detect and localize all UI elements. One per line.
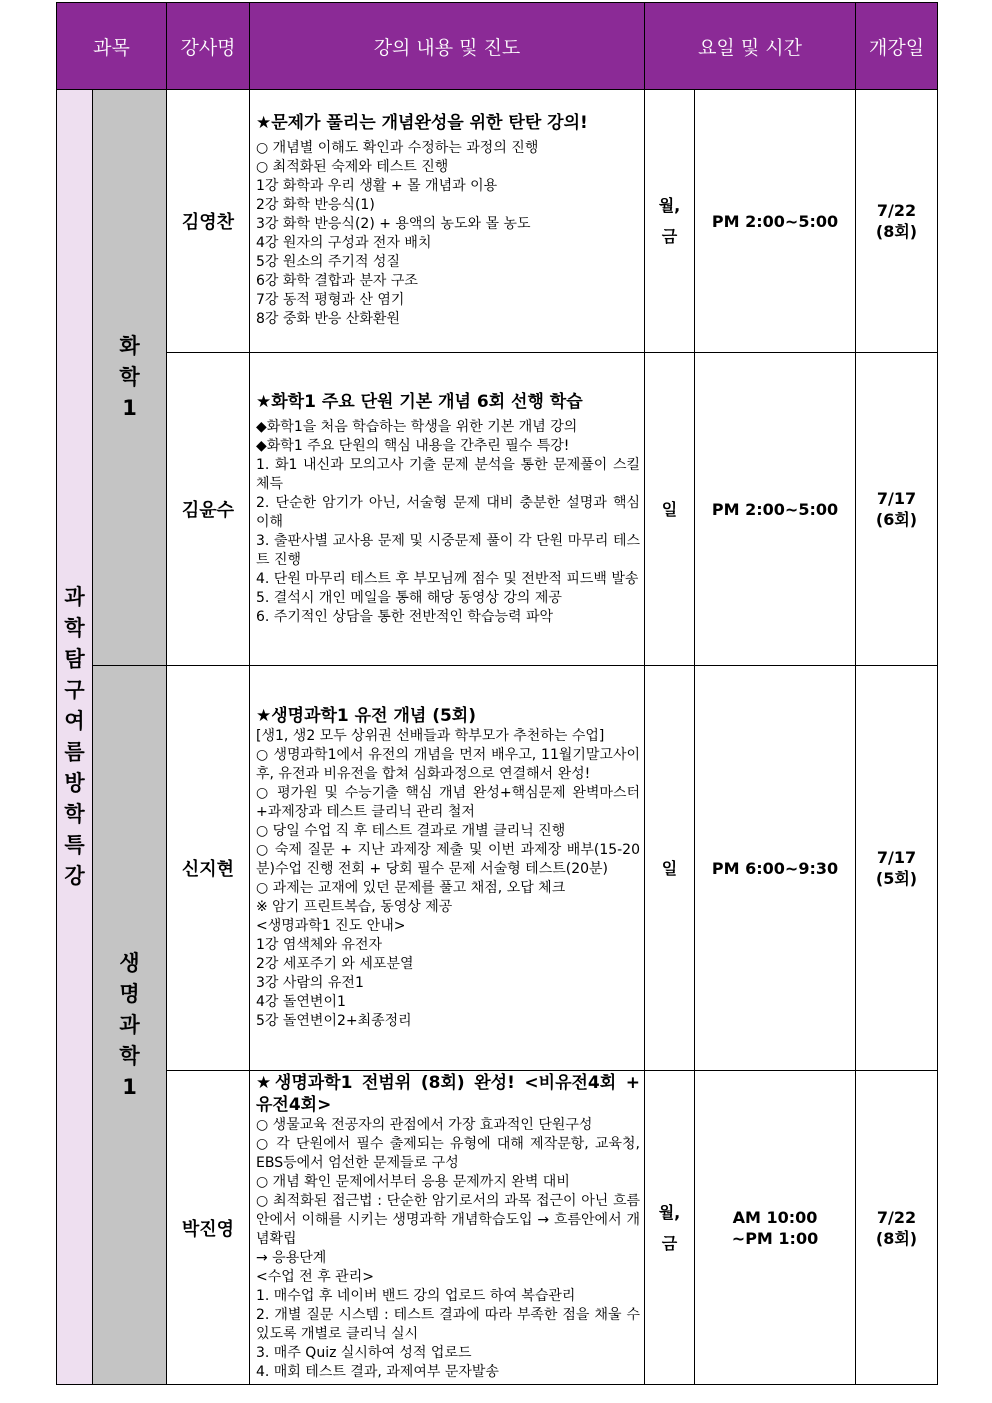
course-line: ○ 생물교육 전공자의 관점에서 가장 효과적인 단원구성	[256, 1117, 593, 1133]
course-time: PM 6:00~9:30	[695, 666, 856, 1071]
header-content: 강의 내용 및 진도	[250, 3, 645, 90]
course-line: 2. 개별 질문 시스템 : 테스트 결과에 따라 부족한 점을 채울 수 있도록 개별로 클리닉 실시	[256, 1307, 640, 1342]
subject-label: 화학1	[119, 334, 140, 420]
header-start-date: 개강일	[856, 3, 938, 90]
course-content	[250, 666, 645, 1071]
course-line: [생1, 생2 모두 상위권 선배들과 학부모가 추천하는 수업]	[256, 727, 605, 744]
header-schedule: 요일 및 시간	[645, 3, 856, 90]
course-title: ★생명과학1 유전 개념 (5회)	[256, 705, 476, 726]
header-teacher: 강사명	[167, 3, 250, 90]
course-line: ○ 평가원 및 수능기출 핵심 개념 완성+핵심문제 완벽마스터+과제장과 테스트 클리닉 관리 철저	[256, 784, 640, 820]
course-day: 일	[645, 666, 695, 1071]
time-start: AM 10:00	[732, 1207, 818, 1227]
table-row	[57, 353, 938, 666]
course-start	[856, 353, 938, 666]
course-line: <수업 전 후 관리>	[256, 1269, 374, 1285]
table-row	[57, 666, 938, 1071]
course-line: 2. 단순한 암기가 아닌, 서술형 문제 대비 충분한 설명과 핵심 이해	[256, 494, 640, 530]
course-time	[695, 1071, 856, 1385]
course-start	[856, 666, 938, 1071]
course-line: 2강 화학 반응식(1)	[256, 197, 375, 213]
course-line: 5. 결석시 개인 메일을 통해 해당 동영상 강의 제공	[256, 589, 562, 606]
course-line: 1. 화1 내신과 모의고사 기출 문제 분석을 통한 문제풀이 스킬체득	[256, 456, 640, 492]
course-line: 4강 돌연변이1	[256, 993, 346, 1010]
start-date: 7/22	[876, 201, 917, 220]
course-start	[856, 1071, 938, 1385]
course-line: ◆화학1을 처음 학습하는 학생을 위한 기본 개념 강의	[256, 418, 578, 435]
day-label: 월,금	[658, 196, 681, 246]
course-line: 1강 염색체와 유전자	[256, 936, 382, 953]
course-line: 3. 매주 Quiz 실시하여 성적 업로드	[256, 1345, 472, 1361]
session-count: (5회)	[875, 869, 918, 888]
course-line: ○ 개념별 이해도 확인과 수정하는 과정의 진행	[256, 140, 539, 156]
course-line: 4강 원자의 구성과 전자 배치	[256, 235, 432, 251]
course-content	[250, 353, 645, 666]
course-line: ○ 각 단원에서 필수 출제되는 유형에 대해 제작문항, 교육청, EBS등에서 엄선한 문제들로 구성	[256, 1136, 640, 1171]
session-count: (8회)	[875, 222, 918, 241]
category-label: 과학탐구 여름방학 특강	[64, 585, 85, 888]
course-line: 5강 돌연변이2+최종정리	[256, 1012, 412, 1029]
course-line: ○ 당일 수업 직 후 테스트 결과로 개별 클리닉 진행	[256, 822, 566, 839]
course-line: ※ 암기 프린트복습, 동영상 제공	[256, 898, 453, 915]
teacher-name: 김영찬	[167, 90, 250, 353]
start-date: 7/17	[876, 489, 917, 508]
teacher-name: 김윤수	[167, 353, 250, 666]
category-cell	[57, 90, 93, 1385]
course-line: ○ 숙제 질문 + 지난 과제장 제출 및 이번 과제장 배부(15-20분)수업 진행 전회 + 당회 필수 문제 서술형 테스트(20분)	[256, 841, 640, 877]
course-line: 2강 세포주기 와 세포분열	[256, 955, 414, 972]
subject-label: 생명과학1	[119, 950, 140, 1099]
course-line: ○ 최적화된 접근법 : 단순한 암기로서의 과목 접근이 아닌 흐름 안에서 이해를 시키는 생명과학 개념학습도입 → 흐름안에서 개념확립	[256, 1193, 640, 1247]
course-day	[645, 90, 695, 353]
subject-cell	[93, 666, 167, 1385]
teacher-name: 신지현	[167, 666, 250, 1071]
course-line: ◆화학1 주요 단원의 핵심 내용을 간추린 필수 특강!	[256, 437, 570, 454]
day-label: 월,금	[658, 1202, 681, 1253]
course-line: 3강 화학 반응식(2) + 용액의 농도와 몰 농도	[256, 216, 531, 232]
course-day: 일	[645, 353, 695, 666]
course-line: 1. 매수업 후 네이버 밴드 강의 업로드 하여 복습관리	[256, 1288, 576, 1304]
course-line: 4. 단원 마무리 테스트 후 부모님께 점수 및 전반적 피드백 발송	[256, 570, 639, 587]
course-line: ○ 최적화된 숙제와 테스트 진행	[256, 159, 449, 175]
course-line: ○ 과제는 교재에 있던 문제를 풀고 채점, 오답 체크	[256, 879, 566, 896]
course-line: 3. 출판사별 교사용 문제 및 시중문제 풀이 각 단원 마무리 테스트 진행	[256, 532, 640, 568]
course-line: 5강 원소의 주기적 성질	[256, 254, 400, 270]
teacher-name: 박진영	[167, 1071, 250, 1385]
course-time: PM 2:00~5:00	[695, 90, 856, 353]
course-line: 6강 화학 결합과 분자 구조	[256, 273, 418, 289]
course-line: ○ 개념 확인 문제에서부터 응용 문제까지 완벽 대비	[256, 1174, 570, 1190]
course-line: → 응용단계	[256, 1250, 327, 1266]
course-content	[250, 1071, 645, 1385]
table-row	[57, 1071, 938, 1385]
start-date: 7/22	[876, 1207, 917, 1227]
course-title: ★화학1 주요 단원 기본 개념 6회 선행 학습	[256, 391, 583, 412]
session-count: (6회)	[875, 510, 918, 529]
course-line: 4. 매회 테스트 결과, 과제여부 문자발송	[256, 1364, 499, 1380]
course-line: 1강 화학과 우리 생활 + 몰 개념과 이용	[256, 178, 498, 194]
header-row	[57, 3, 938, 90]
session-count: (8회)	[875, 1228, 918, 1248]
start-date: 7/17	[876, 848, 917, 867]
header-subject: 과목	[57, 3, 167, 90]
subject-cell	[93, 90, 167, 666]
course-line: 7강 동적 평형과 산 염기	[256, 292, 405, 308]
course-line: 6. 주기적인 상담을 통한 전반적인 학습능력 파악	[256, 608, 554, 625]
course-line: ○ 생명과학1에서 유전의 개념을 먼저 배우고, 11월기말고사이후, 유전과 비유전을 합쳐 심화과정으로 연결해서 완성!	[256, 746, 640, 782]
course-title: ★문제가 풀리는 개념완성을 위한 탄탄 강의!	[256, 113, 588, 133]
course-title: ★생명과학1 전범위 (8회) 완성! <비유전4회 + 유전4회>	[256, 1073, 640, 1115]
course-day	[645, 1071, 695, 1385]
table-row	[57, 90, 938, 353]
time-end: ~PM 1:00	[731, 1228, 819, 1248]
course-line: 8강 중화 반응 산화환원	[256, 311, 400, 327]
course-line: <생명과학1 진도 안내>	[256, 917, 406, 934]
course-content	[250, 90, 645, 353]
course-start	[856, 90, 938, 353]
course-time: PM 2:00~5:00	[695, 353, 856, 666]
course-line: 3강 사람의 유전1	[256, 974, 364, 991]
course-schedule-table	[56, 2, 938, 1385]
